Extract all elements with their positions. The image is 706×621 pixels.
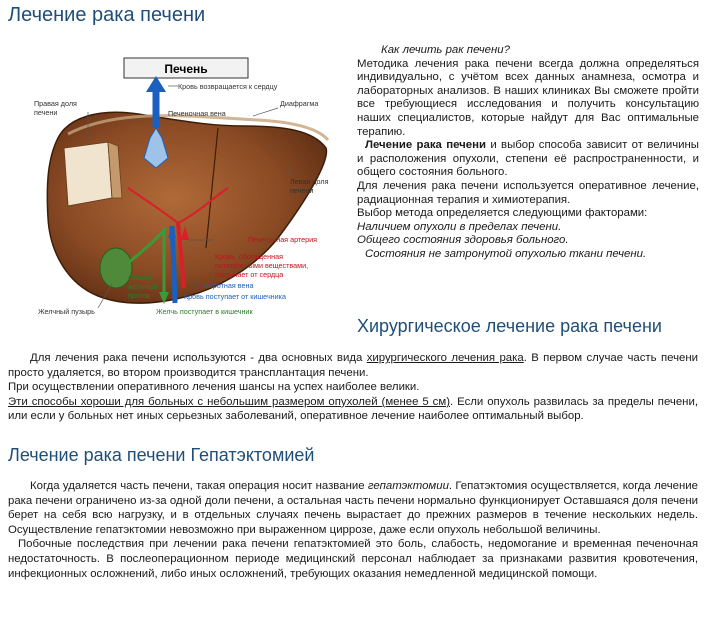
surgical-underlined-note: Эти способы хороши для больных с небольшим размером опухолей (менее 5 см) bbox=[8, 395, 450, 408]
label-blood-rich-3: поступает от сердца bbox=[215, 270, 284, 279]
label-left-lobe-2: печени bbox=[290, 186, 314, 195]
surgical-paragraph-3 bbox=[8, 395, 698, 424]
label-blood-to-heart: Кровь возвращается к сердцу bbox=[178, 82, 278, 91]
hep-p1-term: гепатэктомии bbox=[367, 480, 449, 492]
surgical-section bbox=[8, 351, 698, 424]
intro-paragraph-2 bbox=[357, 139, 699, 180]
factor-1: Наличием опухоли в пределах печени. bbox=[357, 220, 562, 233]
surgical-p1-end: . В первом случае часть печени просто удаляется, во втором производится трансплантация печени. bbox=[8, 352, 698, 379]
surgical-treatment-link[interactable]: хирургического лечения рака bbox=[366, 352, 524, 364]
hepatectomy-section bbox=[8, 479, 698, 581]
label-bile-duct-3: проток bbox=[128, 291, 151, 300]
hepatectomy-paragraph-1 bbox=[8, 479, 698, 537]
surgical-paragraph-2: При осуществлении оперативного лечения шансы на успех наиболее велики. bbox=[8, 381, 420, 394]
surgical-paragraph-1 bbox=[8, 351, 698, 380]
liver-shape bbox=[47, 112, 326, 303]
hep-p1-end: . Гепатэктомия осуществляется, когда лечение рака печени ограничено из-за одной доли печени, а остальная часть печени нормально функционирует Оставшаяся доля печени берет на себя всю нагрузку, и в отдельных случаях печень вырастает до прежних размеров в течение нескольких недель. Осуществление гепатэктомии невозможно при выраженном циррозе, даже если опухоль небольшой величины. bbox=[8, 480, 698, 536]
surgical-p3-rest: . Если опухоль развилась за пределы печени, или если у больных нет иных серьезных заболеваний, оперативное лечение наиболее оптимальный выбор. bbox=[8, 395, 698, 423]
hepatectomy-paragraph-2: Побочные последствия при лечении рака печени гепатэктомией это боль, слабость, недомогание и временная печеночная недостаточность. В послеоперационном периоде медицинский персонал наблюдает за признаками развития кровотечения, инфекционных осложнений, либо иных осложнений, требующих оказания немедленной медицинской помощи. bbox=[8, 538, 698, 580]
surgical-p1-start: Для лечения рака печени используются - два основных вида bbox=[30, 352, 367, 364]
intro-column bbox=[357, 44, 699, 262]
page-title: Лечение рака печени bbox=[8, 4, 206, 26]
label-right-lobe-1: Правая доля bbox=[34, 99, 77, 108]
label-portal-vein: Воротная вена bbox=[204, 281, 254, 290]
label-hepatic-vein: Печеночная вена bbox=[168, 109, 226, 118]
label-bile-duct-1: Общий bbox=[128, 273, 152, 282]
factor-3: Состояния не затронутой опухолью ткани печени. bbox=[365, 247, 647, 260]
label-right-lobe-2: печени bbox=[34, 108, 58, 117]
intro-paragraph-1: Методика лечения рака печени всегда должна определяться индивидуально, с учётом всех данных анамнеза, осмотра и лабораторных анализов. В наших клиниках Вы сможете пройти все требующиеся исследования и получить консультацию наших специалистов, которые найдут для Вас оптимальные терапию. bbox=[357, 57, 699, 138]
label-bile-duct-2: желчный bbox=[128, 282, 158, 291]
surgical-heading: Хирургическое лечение рака печени bbox=[357, 316, 662, 336]
intro-paragraph-4: Выбор метода определяется следующими факторами: bbox=[357, 207, 648, 220]
label-diaphragm: Диафрагма bbox=[280, 99, 319, 108]
intro-question: Как лечить рак печени? bbox=[381, 44, 510, 56]
tissue-section bbox=[64, 142, 112, 206]
intro-bold-term: Лечение рака печени bbox=[365, 139, 486, 152]
label-blood-rich-2: питательными веществами, bbox=[215, 261, 309, 270]
label-hepatic-artery: Печеночная артерия bbox=[248, 235, 318, 244]
intro-paragraph-3: Для лечения рака печени используется оперативное лечение, радиационная терапия и химиотерапия. bbox=[357, 179, 699, 206]
liver-anatomy-diagram bbox=[28, 48, 346, 320]
hepatectomy-heading: Лечение рака печени Гепатэктомией bbox=[8, 445, 315, 465]
label-blood-to-intestine: Кровь поступает от кишечника bbox=[184, 292, 286, 301]
label-left-lobe-1: Левая доля bbox=[290, 177, 329, 186]
label-bile-to-intestine: Желчь поступает в кишечник bbox=[156, 307, 253, 316]
intro-paragraph-2-rest: и выбор способа зависит от величины и расположения опухоли, степени её распространенности, и общего состояния больного. bbox=[357, 139, 699, 179]
diagram-header: Печень bbox=[164, 62, 208, 76]
label-gallbladder: Желчный пузырь bbox=[38, 307, 95, 316]
label-blood-rich-1: Кровь, обогащенная bbox=[215, 252, 283, 261]
hep-p1-start: Когда удаляется часть печени, такая операция носит название bbox=[30, 480, 368, 492]
factor-2: Общего состояния здоровья больного. bbox=[357, 234, 569, 247]
